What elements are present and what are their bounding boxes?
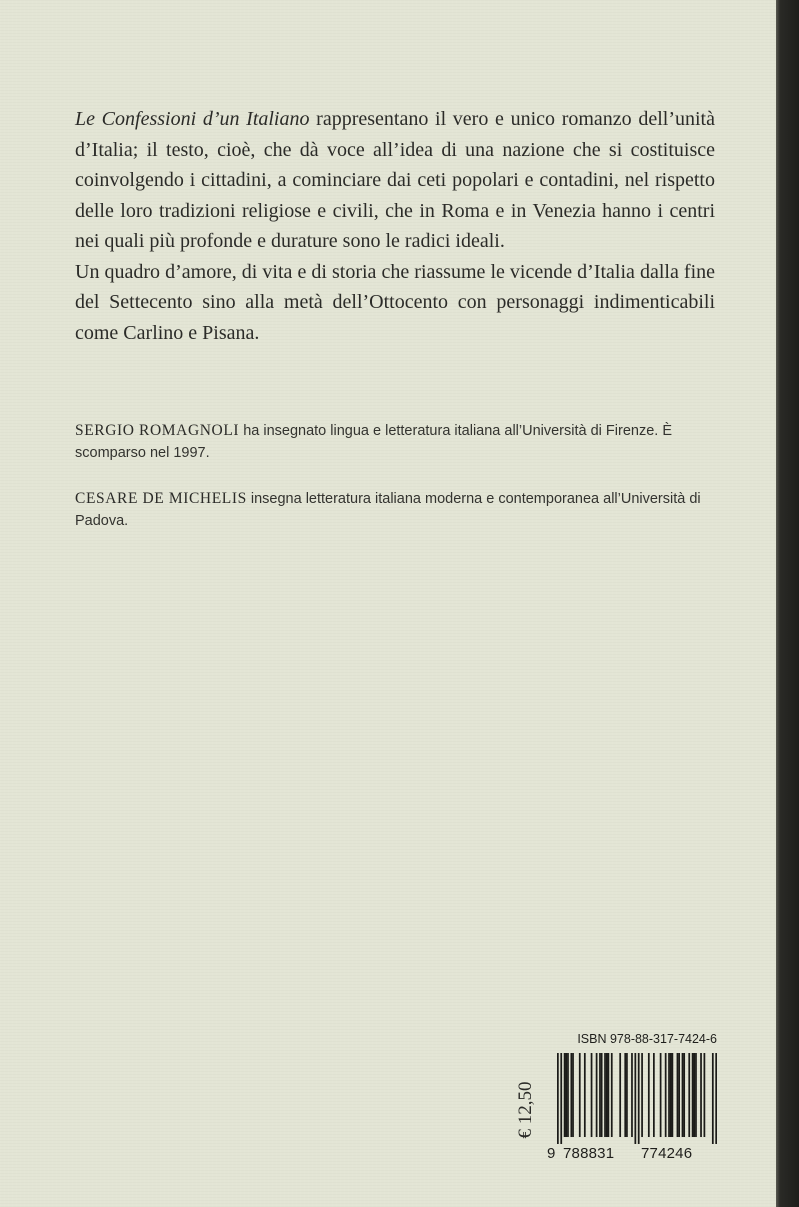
- barcode-bar: [596, 1053, 598, 1137]
- barcode-bar: [565, 1053, 567, 1137]
- barcode-bar: [557, 1053, 559, 1144]
- blurb-paragraph-1-text: rappresentano il vero e unico romanzo dell’unità d’Italia; il testo, cioè, che dà voce all’idea di una nazione che si costituisce coinvolgendo i cittadini, a cominciare dai ceti popolari e contadini, nel rispetto delle loro tradizioni religiose e civili, che in Roma e in Venezia hanno i centri nei quali più profonde e durature sono le radici ideali.: [75, 108, 715, 252]
- blurb-paragraph-1: [75, 104, 715, 257]
- author-name: SERGIO ROMAGNOLI: [75, 422, 240, 439]
- barcode-bar: [668, 1053, 670, 1137]
- barcode-bar: [584, 1053, 586, 1137]
- author-bio-text: ha insegnato lingua e letteratura italiana all’Università di Firenze. È scomparso nel 1997.: [75, 423, 672, 461]
- barcode-bar: [660, 1053, 662, 1137]
- barcode-bar: [619, 1053, 621, 1137]
- barcode-bar: [700, 1053, 702, 1137]
- price-text: € 12,50: [515, 1081, 536, 1139]
- isbn-barcode-block: [547, 1032, 717, 1164]
- barcode-bar: [570, 1053, 572, 1137]
- barcode-bar: [688, 1053, 690, 1137]
- barcode-bar: [604, 1053, 606, 1137]
- barcode-bar: [678, 1053, 680, 1137]
- price-label: [509, 1060, 543, 1160]
- barcode-bar: [606, 1053, 608, 1137]
- barcode-bar: [579, 1053, 581, 1137]
- barcode-group-1: 788831: [563, 1145, 615, 1162]
- barcode-bar: [608, 1053, 610, 1137]
- barcode-bar: [634, 1053, 636, 1144]
- barcode-bar: [572, 1053, 574, 1137]
- barcode-bar: [672, 1053, 674, 1137]
- barcode-bar: [560, 1053, 562, 1144]
- author-bio-de-michelis: [75, 488, 725, 532]
- barcode-bar: [591, 1053, 593, 1137]
- barcode-bar: [601, 1053, 603, 1137]
- barcode-bar: [599, 1053, 601, 1137]
- barcode-bar: [648, 1053, 650, 1137]
- barcode-bar: [567, 1053, 569, 1137]
- barcode-bar: [683, 1053, 685, 1137]
- barcode-lead-digit: 9: [547, 1145, 556, 1162]
- barcode-bar: [564, 1053, 566, 1137]
- barcode-bar: [677, 1053, 679, 1137]
- barcode-bar: [611, 1053, 613, 1137]
- barcode-bar: [693, 1053, 695, 1137]
- barcode-bar: [712, 1053, 714, 1144]
- blurb-text: [75, 104, 715, 348]
- barcode-bar: [670, 1053, 672, 1137]
- barcode-bar: [631, 1053, 633, 1137]
- book-title-italic: Le Confessioni d’un Italiano: [75, 108, 310, 130]
- barcode-bar: [641, 1053, 643, 1137]
- barcode-bar: [638, 1053, 640, 1144]
- barcode-bar: [682, 1053, 684, 1137]
- barcode-image: [557, 1053, 717, 1144]
- barcode-bar: [704, 1053, 706, 1137]
- barcode-bar: [695, 1053, 697, 1137]
- isbn-number: ISBN 978-88-317-7424-6: [577, 1032, 717, 1046]
- spine-edge: [776, 0, 799, 1207]
- author-bio-text: insegna letteratura italiana moderna e contemporanea all’Università di Padova.: [75, 491, 701, 529]
- barcode-bar: [715, 1053, 717, 1144]
- barcode-group-2: 774246: [641, 1145, 693, 1162]
- author-name: CESARE DE MICHELIS: [75, 490, 247, 507]
- author-bio-romagnoli: [75, 420, 725, 464]
- blurb-paragraph-2: Un quadro d’amore, di vita e di storia che riassume le vicende d’Italia dalla fine del Settecento sino alla metà dell’Ottocento con personaggi indimenticabili come Carlino e Pisana.: [75, 260, 715, 344]
- barcode-bar: [624, 1053, 626, 1137]
- barcode-bar: [653, 1053, 655, 1137]
- barcode-bar: [626, 1053, 628, 1137]
- barcode-bar: [665, 1053, 667, 1137]
- barcode-bar: [692, 1053, 694, 1137]
